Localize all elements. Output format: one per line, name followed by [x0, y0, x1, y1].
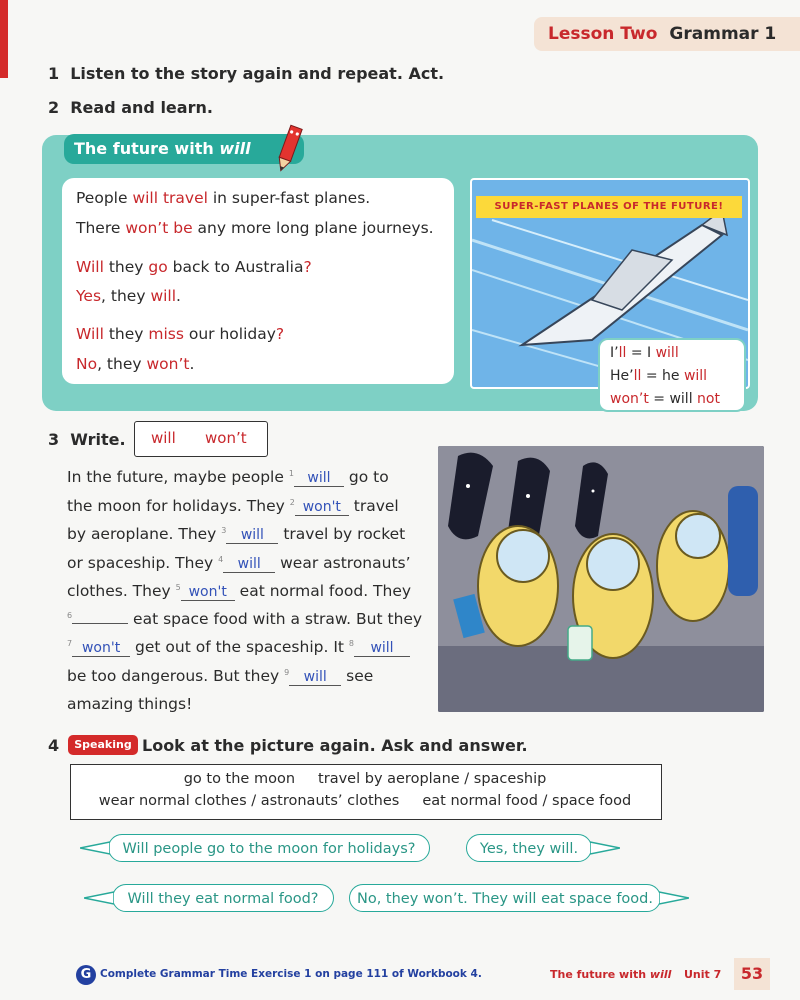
pencil-icon — [272, 122, 306, 174]
grammar-line: There won’t be any more long plane journeys. — [76, 219, 434, 237]
answer-blank[interactable]: will — [226, 527, 278, 544]
bubble-tail-icon — [80, 838, 110, 858]
answer-blank[interactable]: won't — [181, 584, 235, 601]
title-italic: will — [219, 139, 251, 158]
speech-bubble-question: Will they eat normal food? — [112, 884, 334, 912]
workbook-note: Complete Grammar Time Exercise 1 on page 111 of Workbook 4. — [100, 968, 482, 980]
word-bank — [134, 421, 268, 457]
answer-blank[interactable]: will — [223, 556, 275, 573]
speaking-badge: Speaking — [68, 735, 138, 755]
grammar-examples-card — [62, 178, 454, 384]
answer-blank[interactable] — [72, 623, 128, 624]
footer-topic: The future with will — [550, 968, 672, 981]
answer-blank[interactable]: will — [289, 669, 341, 686]
word-bank-item: won’t — [205, 429, 247, 447]
exercise-instruction: Read and learn. — [70, 98, 213, 117]
grammar-line: Will they miss our holiday? — [76, 325, 285, 343]
answer-blank[interactable]: will — [354, 640, 410, 657]
exercise-1 — [48, 64, 444, 83]
contraction-line: He’ll = he will — [610, 368, 708, 384]
story-line: amazing things! — [67, 695, 193, 713]
margin-red-bar — [0, 0, 8, 78]
plane-caption: SUPER-FAST PLANES OF THE FUTURE! — [476, 196, 742, 218]
lesson-header — [534, 17, 800, 51]
speech-bubble-question: Will people go to the moon for holidays? — [108, 834, 430, 862]
title-text: The future with — [74, 139, 220, 158]
exercise-number: 2 — [48, 98, 60, 117]
contraction-line: won’t = will not — [610, 391, 720, 407]
answer-blank[interactable]: will — [294, 470, 344, 487]
story-line: clothes. They $^5$ won't eat normal food. They — [67, 582, 412, 600]
grammar-panel-title — [64, 134, 304, 164]
story-line: $^7$ won't get out of the spaceship. It $^8$ will — [67, 638, 410, 657]
bubble-tail-icon — [84, 888, 114, 908]
story-line: In the future, maybe people $^1$ will go to — [67, 468, 389, 486]
grammar-time-icon: G — [76, 965, 96, 985]
grammar-line: Yes, they will. — [76, 287, 181, 305]
word-bank-item: will — [151, 429, 176, 447]
story-line: by aeroplane. They $^3$ will travel by rocket — [67, 525, 406, 543]
story-line: $^6$ eat space food with a straw. But they — [67, 610, 423, 628]
grammar-line: No, they won’t. — [76, 355, 195, 373]
page-number: 53 — [734, 958, 770, 990]
answer-blank[interactable]: won't — [295, 499, 349, 516]
speech-bubble-answer: Yes, they will. — [466, 834, 592, 862]
phrase-line: go to the moon travel by aeroplane / spaceship — [183, 771, 547, 787]
astronaut-passengers-illustration — [438, 446, 764, 712]
grammar-line: People will travel in super-fast planes. — [76, 189, 371, 207]
exercise-number: 4 — [48, 736, 60, 755]
speech-bubble-answer: No, they won’t. They will eat space food. — [349, 884, 661, 912]
contraction-line: I’ll = I will — [610, 345, 679, 361]
exercise-instruction: Listen to the story again and repeat. Act. — [70, 64, 445, 83]
exercise-number: 1 — [48, 64, 60, 83]
contractions-box — [598, 338, 746, 412]
answer-blank[interactable]: won't — [72, 640, 130, 657]
exercise-2 — [48, 98, 213, 117]
exercise-instruction: Write. — [70, 430, 126, 449]
bubble-tail-icon — [659, 888, 689, 908]
section-label: Grammar 1 — [669, 24, 777, 44]
spaceship-cabin-icon — [438, 446, 764, 712]
grammar-line: Will they go back to Australia? — [76, 258, 312, 276]
lesson-label: Lesson Two — [548, 24, 658, 44]
exercise-3 — [48, 430, 126, 449]
story-line: the moon for holidays. They $^2$ won't travel — [67, 497, 399, 515]
bubble-tail-icon — [590, 838, 620, 858]
phrase-line: wear normal clothes / astronauts’ clothes eat normal food / space food — [98, 793, 632, 809]
unit-label: Unit 7 — [684, 968, 722, 981]
exercise-number: 3 — [48, 430, 60, 449]
story-line: or spaceship. They $^4$ will wear astronauts’ — [67, 554, 411, 572]
story-line: be too dangerous. But they $^9$ will see — [67, 667, 374, 685]
exercise-instruction: Look at the picture again. Ask and answer. — [142, 736, 528, 755]
